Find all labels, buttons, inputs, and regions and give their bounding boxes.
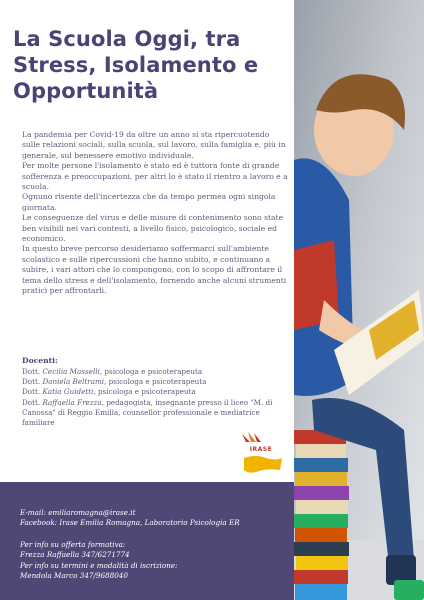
- title-line-3: Opportunità: [13, 79, 159, 103]
- docente-item: Dott. Katia Guidetti, psicologa e psicoterapeuta: [22, 387, 196, 397]
- title-line-2: Stress, Isolamento e: [13, 53, 259, 77]
- logo-mark-icon: [236, 430, 286, 476]
- title-line-1: La Scuola Oggi, tra: [13, 27, 241, 51]
- irase-logo: [236, 430, 286, 476]
- photo-illustration-icon: [294, 0, 424, 600]
- docente-name: Raffaella Frezza: [42, 397, 102, 407]
- docente-item: Dott. Cecilia Masselli, psicologa e psicoterapeuta: [22, 367, 203, 376]
- contact-info: [20, 508, 290, 581]
- docente-name: Cecilia Masselli: [42, 367, 100, 376]
- terms-info-contact: Mendola Marco 347/9688040: [20, 571, 128, 581]
- docente-name: Daniela Beltrami: [42, 377, 105, 387]
- offer-info-label: Per info su offerta formativa:: [20, 539, 126, 549]
- logo-text: IRASE: [249, 446, 273, 453]
- docenti-heading: Docenti:: [22, 356, 58, 365]
- docenti-list: [22, 367, 288, 428]
- facebook-link[interactable]: Facebook: Irase Emilia Romagna, Laboratorio Psicologia ER: [20, 518, 240, 528]
- paragraph: Le conseguenze del virus e delle misure di contenimento sono state ben visibili nei vari contesti, a livello fisico, psicologico, sociale ed economico.: [22, 213, 284, 244]
- paragraph: In questo breve percorso desideriamo soffermarci sull'ambiente scolastico e sulle ripercussioni che hanno subito, e continuano a subire, i vari attori che lo compongono, con lo scopo di affrontare il tema dello stress e dell'isolamento, fornendo anche alcuni strumenti pratici per affrontarli.: [22, 244, 287, 296]
- child-reading-photo: [294, 0, 424, 600]
- docente-item: Dott. Daniela Beltrami, psicologa e psicoterapeuta: [22, 377, 207, 387]
- intro-text: [22, 130, 288, 297]
- terms-info-label: Per info su termini e modalità di iscrizione:: [20, 560, 178, 570]
- email-link[interactable]: E-mail: emiliaromagna@irase.it: [20, 508, 136, 517]
- docente-item: Dott. Raffaella Frezza, pedagogista, insegnante presso il liceo "M. di Canossa" di Reggio Emilia, counsellor professionale e mediatrice familiare: [22, 397, 273, 428]
- paragraph: Ognuno risente dell'incertezza che da tempo permea ogni singola giornata.: [22, 192, 276, 212]
- offer-info-contact: Frezza Raffaella 347/6271774: [20, 550, 130, 560]
- docente-name: Katia Guidetti: [42, 387, 94, 397]
- contact-band: [0, 482, 294, 600]
- page-title: [13, 26, 288, 104]
- paragraph: La pandemia per Covid-19 da oltre un anno si sta ripercuotendo sulle relazioni sociali, sulla scuola, sul lavoro, sulla famiglia e, più in generale, sul benessere emotivo individuale.: [22, 130, 286, 160]
- paragraph: Per molte persone l'isolamento è stato ed è tuttora fonte di grande sofferenza e preoccupazioni, per altri lo è stato il rientro a lavoro e a scuola.: [22, 161, 288, 192]
